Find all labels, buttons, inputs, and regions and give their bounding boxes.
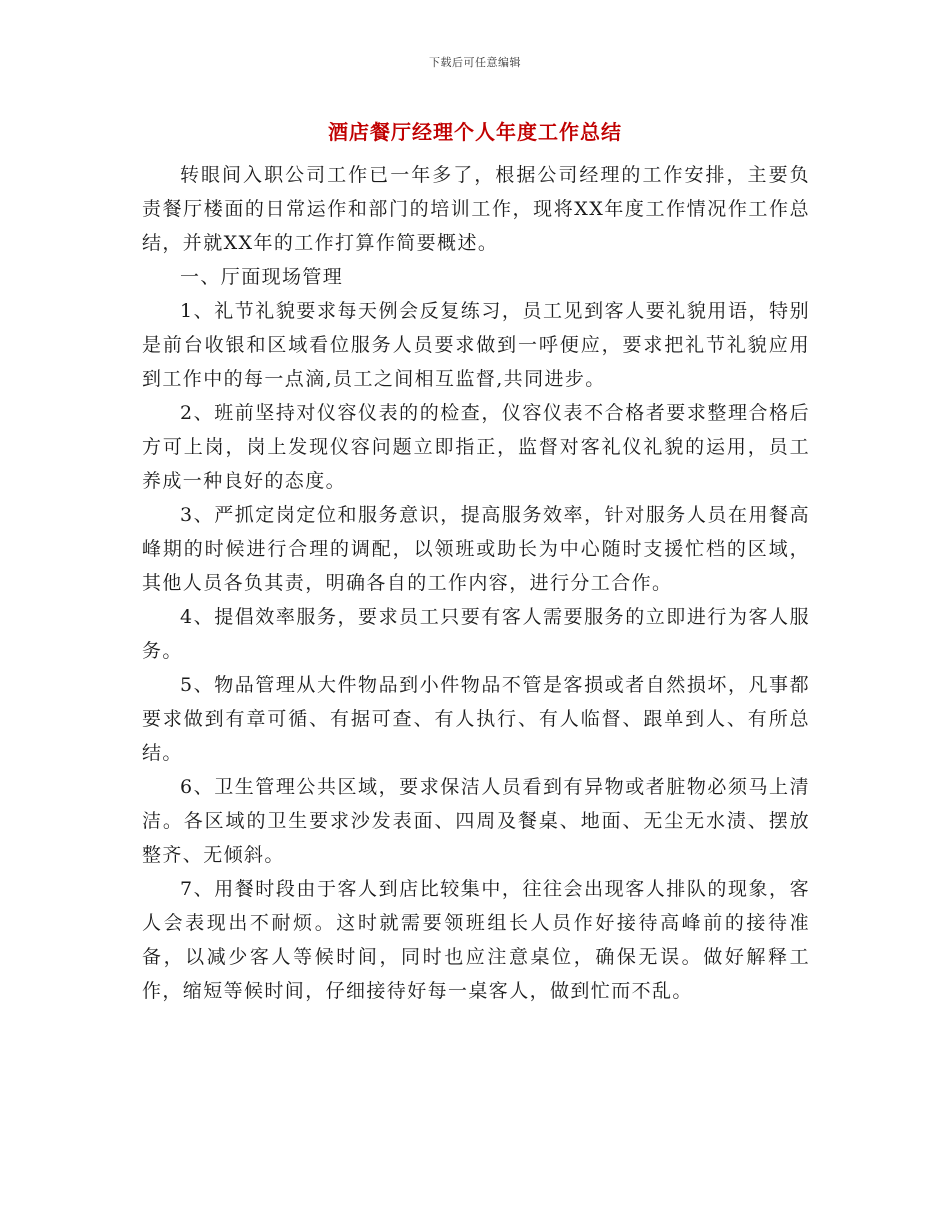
paragraph-item-5: 5、物品管理从大件物品到小件物品不管是客损或者自然损坏，凡事都要求做到有章可循、有据可查、有人执行、有人临督、跟单到人、有所总结。 — [142, 674, 810, 764]
paragraph-item-1: 1、礼节礼貌要求每天例会反复练习，员工见到客人要礼貌用语，特别是前台收银和区域看位服务人员要求做到一呼便应，要求把礼节礼貌应用到工作中的每一点滴,员工之间相互监督,共同进步。 — [142, 300, 810, 390]
document-body — [142, 158, 810, 1008]
page-header-note: 下载后可任意编辑 — [429, 56, 521, 69]
document-title: 酒店餐厅经理个人年度工作总结 — [328, 120, 622, 144]
section-heading: 一、厅面现场管理 — [180, 266, 344, 288]
paragraph-item-3: 3、严抓定岗定位和服务意识，提高服务效率，针对服务人员在用餐高峰期的时候进行合理的调配，以领班或助长为中心随时支援忙档的区域，其他人员各负其责，明确各自的工作内容，进行分工合作。 — [142, 504, 810, 594]
paragraph-item-4: 4、提倡效率服务，要求员工只要有客人需要服务的立即进行为客人服务。 — [142, 606, 810, 662]
paragraph-item-6: 6、卫生管理公共区域，要求保洁人员看到有异物或者脏物必须马上清洁。各区域的卫生要求沙发表面、四周及餐桌、地面、无尘无水渍、摆放整齐、无倾斜。 — [142, 776, 810, 866]
paragraph-item-2: 2、班前坚持对仪容仪表的的检查，仪容仪表不合格者要求整理合格后方可上岗，岗上发现仪容问题立即指正，监督对客礼仪礼貌的运用，员工养成一种良好的态度。 — [142, 402, 810, 492]
paragraph-item-7: 7、用餐时段由于客人到店比较集中，往往会出现客人排队的现象，客人会表现出不耐烦。这时就需要领班组长人员作好接待高峰前的接待准备，以减少客人等候时间，同时也应注意桌位，确保无误。做好解释工作，缩短等候时间，仔细接待好每一桌客人，做到忙而不乱。 — [142, 878, 810, 1002]
paragraph-intro: 转眼间入职公司工作已一年多了，根据公司经理的工作安排，主要负责餐厅楼面的日常运作和部门的培训工作，现将XX年度工作情况作工作总结，并就XX年的工作打算作简要概述。 — [142, 164, 810, 254]
